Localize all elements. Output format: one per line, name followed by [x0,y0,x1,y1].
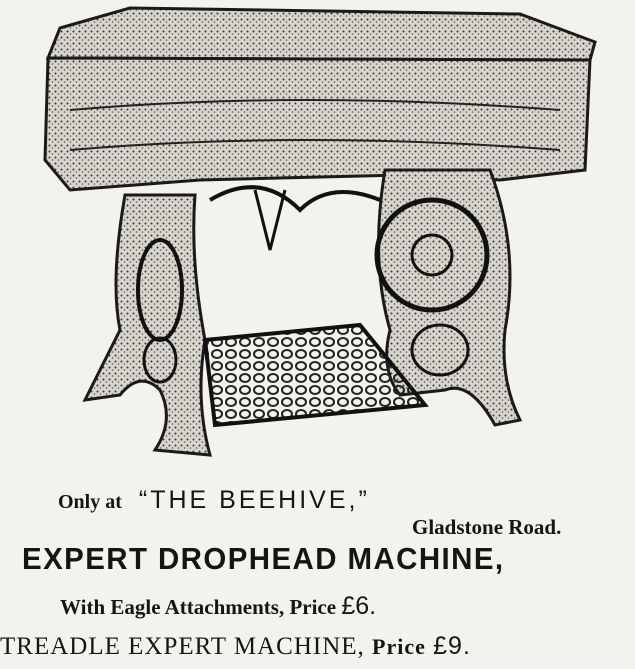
attachments-text: With Eagle Attachments, Price [60,595,337,619]
store-name: “THE BEEHIVE,” [138,486,370,514]
product-heading: EXPERT DROPHEAD MACHINE, [22,541,505,576]
address-text: Gladstone Road. [412,515,562,539]
drophead-price: £6. [341,592,377,620]
only-at-text: Only at [58,491,122,513]
treadle-text: TREADLE EXPERT MACHINE, [0,633,365,660]
attachments-line [60,592,376,621]
treadle-price: £9. [433,632,471,660]
price-word: Price [372,634,426,659]
store-line [58,486,370,515]
treadle-line [0,632,471,661]
